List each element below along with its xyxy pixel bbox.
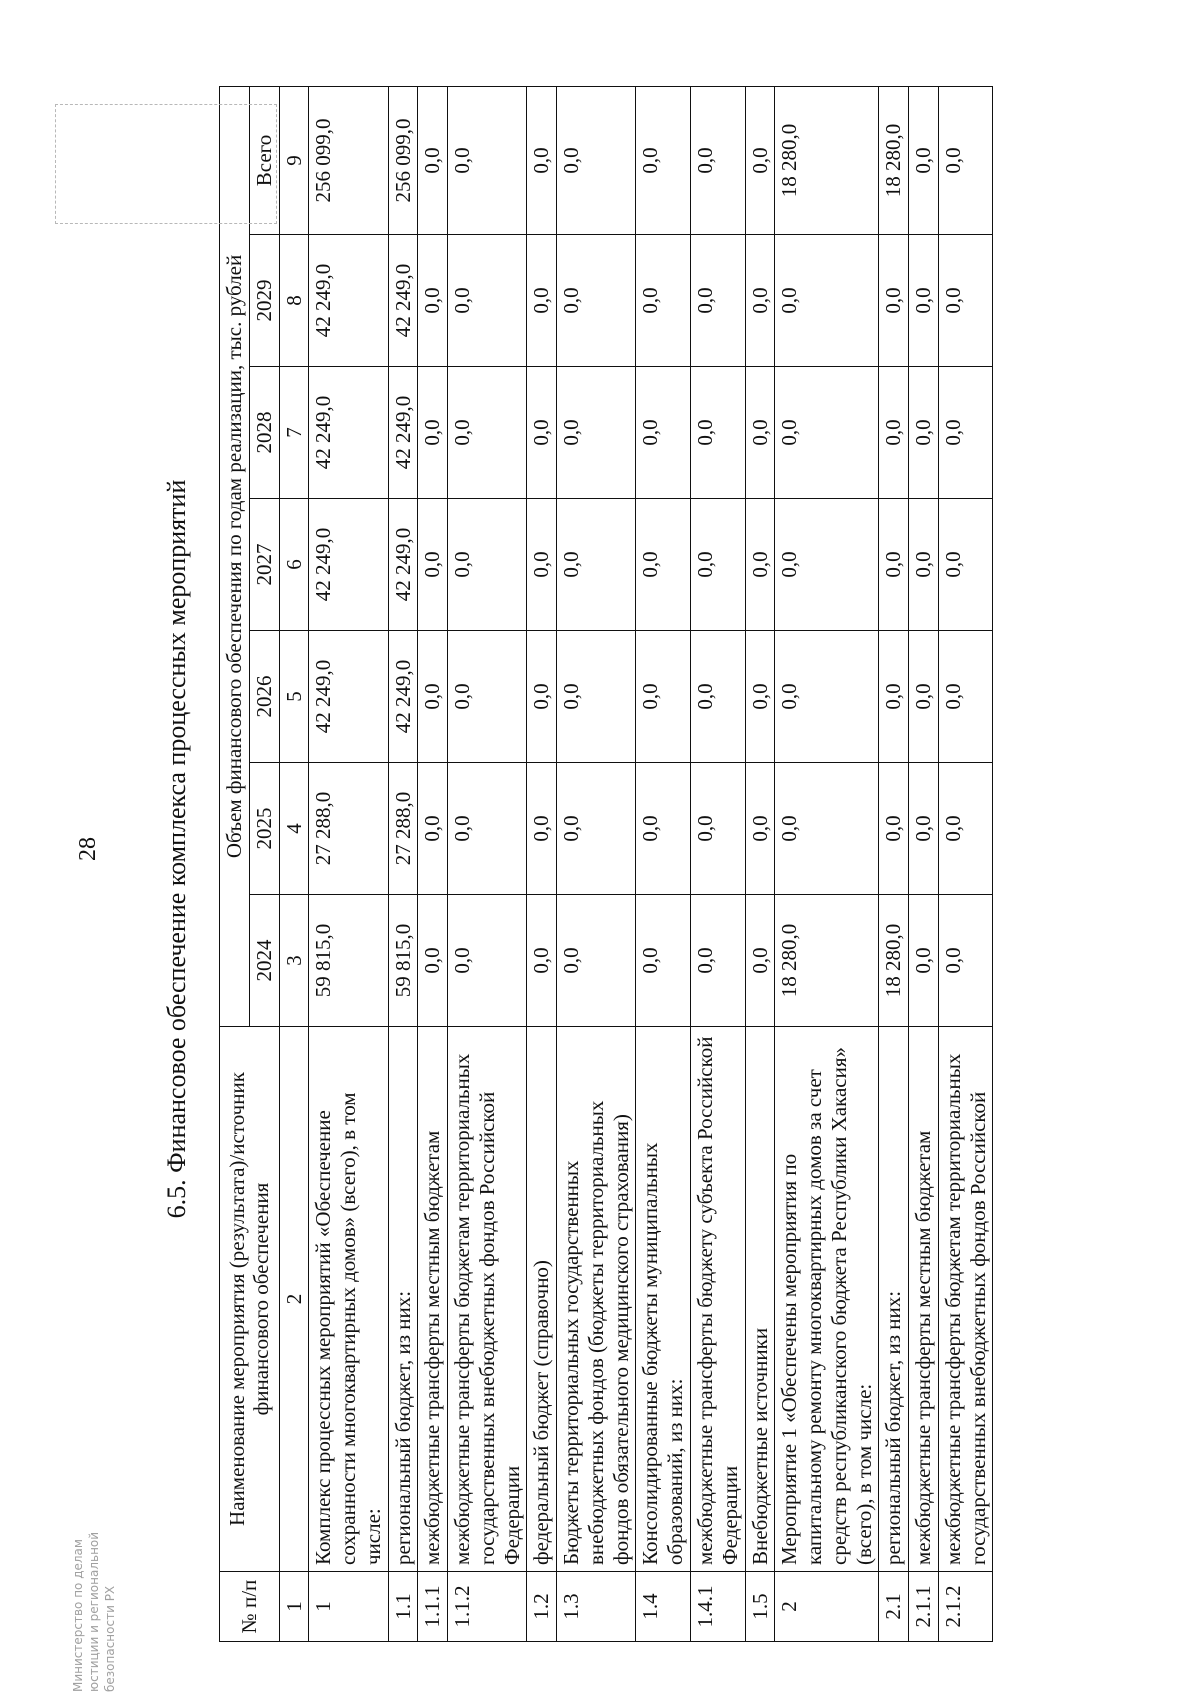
header-year: 2026 [249, 631, 279, 763]
header-year: 2025 [249, 763, 279, 895]
row-value: 0,0 [909, 763, 939, 895]
row-value: 0,0 [938, 895, 993, 1027]
table-row [775, 86, 879, 1641]
stamp-text-block [70, 1472, 118, 1692]
row-value: 0,0 [775, 631, 879, 763]
row-value: 59 815,0 [309, 895, 388, 1027]
row-value: 0,0 [636, 235, 691, 367]
table-row [527, 86, 557, 1641]
row-value: 0,0 [418, 895, 448, 1027]
row-value: 0,0 [879, 631, 909, 763]
column-number: 7 [279, 367, 309, 499]
row-value: 0,0 [938, 631, 993, 763]
row-value: 0,0 [636, 499, 691, 631]
header-name: Наименование мероприятия (результата)/источник финансового обеспечения [220, 1027, 280, 1572]
row-value: 0,0 [527, 367, 557, 499]
row-value: 18 280,0 [775, 895, 879, 1027]
row-name: Консолидированные бюджеты муниципальных образований, из них: [636, 1027, 691, 1572]
row-value: 0,0 [938, 86, 993, 234]
column-number: 9 [279, 86, 309, 234]
row-name: межбюджетные трансферты местным бюджетам [418, 1027, 448, 1572]
table-row [448, 86, 527, 1641]
row-value: 0,0 [745, 763, 775, 895]
page-number: 28 [75, 837, 101, 861]
row-value: 42 249,0 [309, 499, 388, 631]
column-number: 5 [279, 631, 309, 763]
row-value: 0,0 [909, 367, 939, 499]
row-number: 1.1.2 [448, 1572, 527, 1642]
row-value: 0,0 [691, 763, 746, 895]
row-value: 42 249,0 [388, 499, 418, 631]
row-number: 2.1 [879, 1572, 909, 1642]
row-value: 27 288,0 [388, 763, 418, 895]
row-value: 59 815,0 [388, 895, 418, 1027]
row-value: 0,0 [745, 895, 775, 1027]
header-year: 2028 [249, 367, 279, 499]
row-value: 0,0 [636, 86, 691, 234]
column-number: 1 [279, 1572, 309, 1642]
row-number: 1.5 [745, 1572, 775, 1642]
table-row [557, 86, 636, 1641]
row-value: 0,0 [557, 763, 636, 895]
row-value: 18 280,0 [775, 86, 879, 234]
row-value: 0,0 [775, 235, 879, 367]
row-name: Внебюджетные источники [745, 1027, 775, 1572]
table-body [309, 86, 993, 1641]
column-numbers-row [279, 86, 309, 1641]
header-year: 2027 [249, 499, 279, 631]
row-value: 0,0 [636, 895, 691, 1027]
row-value: 0,0 [879, 763, 909, 895]
row-value: 0,0 [418, 499, 448, 631]
column-number: 2 [279, 1027, 309, 1572]
row-name: межбюджетные трансферты местным бюджетам [909, 1027, 939, 1572]
table-row [309, 86, 388, 1641]
row-number: 2.1.1 [909, 1572, 939, 1642]
header-row [220, 86, 250, 1641]
row-value: 0,0 [745, 499, 775, 631]
row-value: 0,0 [775, 367, 879, 499]
row-value: 0,0 [557, 235, 636, 367]
stamp-line: юстиции и региональной [87, 1531, 101, 1692]
row-value: 256 099,0 [309, 86, 388, 234]
row-value: 18 280,0 [879, 86, 909, 234]
row-number: 1.3 [557, 1572, 636, 1642]
row-value: 0,0 [938, 763, 993, 895]
row-value: 0,0 [691, 235, 746, 367]
row-value: 0,0 [879, 499, 909, 631]
row-value: 0,0 [691, 895, 746, 1027]
row-name: межбюджетные трансферты бюджетам территориальных государственных внебюджетных фондов Российской [938, 1027, 993, 1572]
row-value: 0,0 [418, 367, 448, 499]
row-number: 1.1.1 [418, 1572, 448, 1642]
row-value: 0,0 [527, 763, 557, 895]
row-value: 42 249,0 [309, 631, 388, 763]
row-value: 0,0 [527, 235, 557, 367]
row-value: 0,0 [527, 499, 557, 631]
row-number: 1.2 [527, 1572, 557, 1642]
column-number: 6 [279, 499, 309, 631]
row-value: 42 249,0 [309, 235, 388, 367]
row-value: 0,0 [691, 367, 746, 499]
row-value: 42 249,0 [388, 367, 418, 499]
row-value: 0,0 [557, 499, 636, 631]
table-row [745, 86, 775, 1641]
row-value: 42 249,0 [309, 367, 388, 499]
row-value: 0,0 [418, 763, 448, 895]
row-number: 2.1.2 [938, 1572, 993, 1642]
row-value: 0,0 [879, 367, 909, 499]
row-value: 0,0 [448, 499, 527, 631]
row-value: 0,0 [636, 763, 691, 895]
row-value: 0,0 [909, 631, 939, 763]
row-value: 0,0 [448, 631, 527, 763]
row-value: 0,0 [448, 235, 527, 367]
table-row [879, 86, 909, 1641]
row-number: 2 [775, 1572, 879, 1642]
column-number: 4 [279, 763, 309, 895]
row-value: 0,0 [938, 235, 993, 367]
stamp-line: безопасности РХ [103, 1585, 117, 1692]
column-number: 3 [279, 895, 309, 1027]
row-value: 0,0 [879, 235, 909, 367]
row-value: 0,0 [527, 631, 557, 763]
row-name: Комплекс процессных мероприятий «Обеспечение сохранности многоквартирных домов» (всего), в том числе: [309, 1027, 388, 1572]
row-value: 0,0 [557, 631, 636, 763]
row-value: 0,0 [418, 235, 448, 367]
row-value: 0,0 [557, 895, 636, 1027]
row-value: 0,0 [909, 235, 939, 367]
row-name: региональный бюджет, из них: [388, 1027, 418, 1572]
row-value: 0,0 [557, 367, 636, 499]
row-value: 0,0 [448, 763, 527, 895]
row-value: 0,0 [691, 631, 746, 763]
row-value: 0,0 [745, 235, 775, 367]
row-value: 0,0 [448, 86, 527, 234]
row-name: федеральный бюджет (справочно) [527, 1027, 557, 1572]
row-value: 0,0 [909, 499, 939, 631]
row-value: 0,0 [557, 86, 636, 234]
row-value: 0,0 [527, 86, 557, 234]
row-value: 42 249,0 [388, 631, 418, 763]
row-value: 27 288,0 [309, 763, 388, 895]
row-value: 0,0 [745, 367, 775, 499]
financing-table [219, 86, 993, 1642]
table-row [938, 86, 993, 1641]
row-value: 0,0 [527, 895, 557, 1027]
row-value: 0,0 [745, 86, 775, 234]
header-year: 2024 [249, 895, 279, 1027]
row-name: Мероприятие 1 «Обеспечены мероприятия по капитальному ремонту многоквартирных домов за счет средств республиканского бюджета Республики Хакасия» (всего), в том числе: [775, 1027, 879, 1572]
table-row [636, 86, 691, 1641]
header-volume: Объем финансового обеспечения по годам реализации, тыс. рублей [220, 86, 250, 1026]
row-number: 1.1 [388, 1572, 418, 1642]
row-value: 0,0 [938, 499, 993, 631]
table-row [691, 86, 746, 1641]
row-name: Бюджеты территориальных государственных внебюджетных фондов (бюджеты территориальных фондов обязательного медицинского страхования) [557, 1027, 636, 1572]
row-value: 0,0 [691, 499, 746, 631]
row-name: региональный бюджет, из них: [879, 1027, 909, 1572]
row-value: 42 249,0 [388, 235, 418, 367]
row-value: 0,0 [775, 499, 879, 631]
row-value: 0,0 [909, 895, 939, 1027]
column-number: 8 [279, 235, 309, 367]
row-value: 0,0 [448, 367, 527, 499]
row-number: 1 [309, 1572, 388, 1642]
row-name: межбюджетные трансферты бюджетам территориальных государственных внебюджетных фондов Российской Федерации [448, 1027, 527, 1572]
header-year: Всего [249, 86, 279, 234]
row-name: межбюджетные трансферты бюджету субъекта Российской Федерации [691, 1027, 746, 1572]
row-value: 0,0 [418, 631, 448, 763]
row-value: 18 280,0 [879, 895, 909, 1027]
row-value: 0,0 [938, 367, 993, 499]
row-value: 0,0 [745, 631, 775, 763]
row-value: 0,0 [636, 367, 691, 499]
row-value: 0,0 [691, 86, 746, 234]
row-value: 0,0 [636, 631, 691, 763]
header-year: 2029 [249, 235, 279, 367]
table-row [418, 86, 448, 1641]
row-value: 0,0 [448, 895, 527, 1027]
stamp-line: Министерство по делам [71, 1539, 85, 1692]
table-row [388, 86, 418, 1641]
row-value: 256 099,0 [388, 86, 418, 234]
row-number: 1.4 [636, 1572, 691, 1642]
table-row [909, 86, 939, 1641]
header-num: № п/п [220, 1572, 280, 1642]
row-value: 0,0 [775, 763, 879, 895]
registration-stamp [55, 104, 277, 224]
document-title: 6.5. Финансовое обеспечение комплекса процессных мероприятий [162, 479, 191, 1219]
row-value: 0,0 [418, 86, 448, 234]
row-value: 0,0 [909, 86, 939, 234]
row-number: 1.4.1 [691, 1572, 746, 1642]
